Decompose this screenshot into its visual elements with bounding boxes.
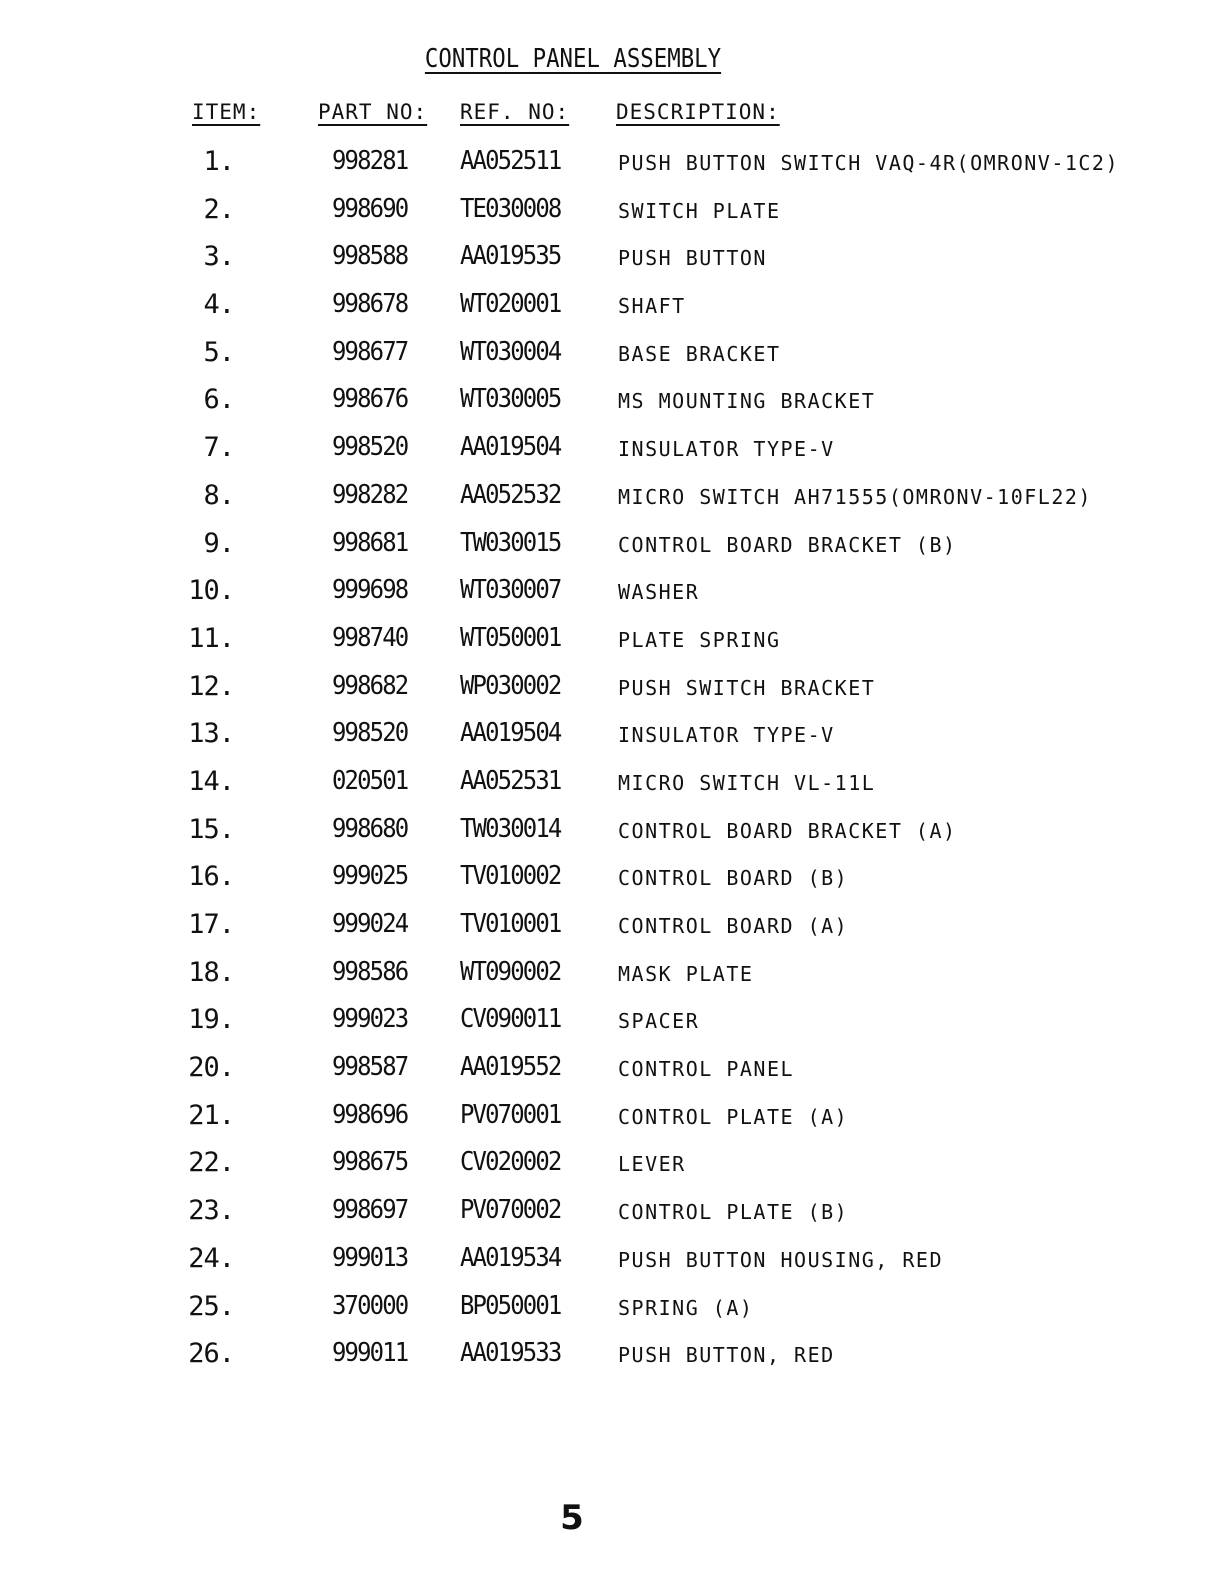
reference-number: BP050001: [460, 1290, 561, 1321]
table-row: [0, 281, 1224, 329]
item-number: 1.: [203, 146, 234, 177]
reference-number: TW030014: [460, 813, 561, 844]
reference-number: WT050001: [460, 622, 561, 653]
reference-number: TV010002: [460, 861, 561, 892]
table-row: [0, 949, 1224, 997]
part-description: PUSH SWITCH BRACKET: [618, 675, 876, 700]
part-number: 998681: [332, 527, 408, 558]
part-description: MICRO SWITCH VL-11L: [618, 770, 876, 795]
part-description: CONTROL PLATE (A): [618, 1104, 849, 1129]
part-number: 998697: [332, 1195, 408, 1226]
part-number: 999011: [332, 1338, 408, 1369]
part-number: 020501: [332, 765, 408, 796]
table-row: [0, 806, 1224, 854]
page-title: [80, 44, 1066, 74]
part-description: PUSH BUTTON SWITCH VAQ-4R(OMRONV-1C2): [618, 151, 1120, 175]
table-row: [0, 1235, 1224, 1283]
part-description: PLATE SPRING: [618, 627, 781, 652]
reference-number: TE030008: [460, 193, 561, 224]
table-row: [0, 663, 1224, 711]
part-number: 999025: [332, 861, 408, 892]
table-row: [0, 615, 1224, 663]
part-number: 998587: [332, 1052, 408, 1083]
reference-number: AA019533: [460, 1338, 561, 1369]
reference-number: WT030007: [460, 575, 561, 606]
table-row: [0, 520, 1224, 568]
part-number: 999698: [332, 575, 408, 606]
part-number: 998676: [332, 384, 408, 415]
reference-number: CV090011: [460, 1004, 561, 1035]
part-number: 998281: [332, 146, 408, 176]
item-number: 24.: [188, 1242, 234, 1274]
item-number: 2.: [203, 193, 234, 225]
reference-number: AA052511: [460, 146, 561, 176]
item-number: 4.: [203, 289, 234, 321]
table-row: [0, 186, 1224, 234]
table-row: [0, 233, 1224, 281]
table-row: [0, 329, 1224, 377]
column-header-description: DESCRIPTION:: [616, 100, 780, 124]
table-row: [0, 710, 1224, 758]
parts-list: [0, 138, 1224, 1378]
part-number: 998678: [332, 289, 408, 320]
reference-number: TV010001: [460, 909, 561, 939]
part-number: 998588: [332, 241, 408, 272]
reference-number: PV070002: [460, 1195, 561, 1226]
reference-number: AA052532: [460, 479, 561, 510]
item-number: 14.: [188, 765, 234, 797]
part-description: CONTROL BOARD (A): [618, 914, 849, 938]
part-number: 998690: [332, 193, 408, 224]
part-description: SPRING (A): [618, 1295, 754, 1320]
item-number: 19.: [188, 1004, 234, 1036]
reference-number: AA019552: [460, 1052, 561, 1083]
item-number: 11.: [188, 622, 234, 654]
item-number: 18.: [188, 956, 234, 988]
item-number: 21.: [188, 1099, 234, 1131]
part-number: 998520: [332, 718, 408, 749]
page-number: 5: [560, 1498, 584, 1538]
reference-number: AA019535: [460, 241, 561, 272]
column-header-part-no: PART NO:: [318, 100, 428, 124]
table-row: [0, 901, 1224, 949]
column-header-item: ITEM:: [192, 100, 261, 124]
table-row: [0, 996, 1224, 1044]
item-number: 15.: [188, 813, 234, 845]
part-description: INSULATOR TYPE-V: [618, 437, 835, 462]
part-description: LEVER: [618, 1152, 686, 1177]
part-description: PUSH BUTTON: [618, 246, 767, 271]
item-number: 10.: [188, 575, 234, 607]
table-row: [0, 138, 1224, 186]
reference-number: CV020002: [460, 1147, 561, 1178]
item-number: 25.: [188, 1290, 234, 1322]
page-title-text: CONTROL PANEL ASSEMBLY: [424, 44, 722, 74]
part-description: INSULATOR TYPE-V: [618, 723, 835, 748]
reference-number: WP030002: [460, 670, 561, 701]
part-description: CONTROL BOARD BRACKET (A): [618, 818, 957, 843]
part-description: SHAFT: [618, 294, 686, 319]
table-row: [0, 567, 1224, 615]
table-row: [0, 1139, 1224, 1187]
part-description: MS MOUNTING BRACKET: [618, 389, 876, 414]
item-number: 23.: [188, 1195, 234, 1227]
part-description: CONTROL BOARD (B): [618, 866, 849, 891]
column-header-ref-no: REF. NO:: [460, 100, 570, 124]
part-description: BASE BRACKET: [618, 341, 781, 366]
part-description: MASK PLATE: [618, 961, 754, 986]
part-description: CONTROL PANEL: [618, 1057, 795, 1082]
part-number: 998680: [332, 813, 408, 844]
part-description: WASHER: [618, 580, 700, 605]
item-number: 16.: [188, 861, 234, 893]
part-description: SWITCH PLATE: [618, 198, 781, 223]
item-number: 5.: [203, 336, 234, 368]
part-description: CONTROL PLATE (B): [618, 1200, 849, 1225]
part-description: SPACER: [618, 1009, 700, 1034]
table-row: [0, 472, 1224, 520]
table-row: [0, 1330, 1224, 1378]
table-row: [0, 853, 1224, 901]
part-description: MICRO SWITCH AH71555(OMRONV-10FL22): [618, 484, 1092, 509]
reference-number: AA052531: [460, 765, 561, 796]
item-number: 3.: [203, 241, 234, 273]
part-number: 370000: [332, 1290, 408, 1321]
part-number: 998740: [332, 622, 408, 653]
part-description: PUSH BUTTON, RED: [618, 1343, 835, 1368]
item-number: 8.: [203, 479, 234, 511]
table-row: [0, 376, 1224, 424]
item-number: 12.: [188, 670, 234, 702]
part-number: 998696: [332, 1099, 408, 1130]
item-number: 20.: [188, 1052, 234, 1084]
item-number: 22.: [188, 1147, 234, 1179]
part-number: 998520: [332, 432, 408, 463]
item-number: 7.: [203, 432, 234, 464]
part-description: CONTROL BOARD BRACKET (B): [618, 532, 957, 557]
reference-number: PV070001: [460, 1099, 561, 1130]
part-number: 998586: [332, 956, 408, 987]
part-number: 999023: [332, 1004, 408, 1035]
part-number: 998677: [332, 336, 408, 367]
item-number: 26.: [188, 1338, 234, 1370]
table-row: [0, 1187, 1224, 1235]
reference-number: WT090002: [460, 956, 561, 987]
reference-number: WT030005: [460, 384, 561, 415]
item-number: 6.: [203, 384, 234, 416]
table-row: [0, 1092, 1224, 1140]
table-row: [0, 1283, 1224, 1331]
reference-number: WT030004: [460, 336, 561, 367]
table-row: [0, 1044, 1224, 1092]
reference-number: TW030015: [460, 527, 561, 558]
reference-number: WT020001: [460, 289, 561, 320]
table-row: [0, 758, 1224, 806]
part-number: 998282: [332, 479, 408, 510]
item-number: 9.: [203, 527, 234, 559]
item-number: 17.: [188, 909, 234, 940]
part-number: 998682: [332, 670, 408, 701]
item-number: 13.: [188, 718, 234, 750]
reference-number: AA019504: [460, 718, 561, 749]
reference-number: AA019504: [460, 432, 561, 463]
part-number: 999013: [332, 1242, 408, 1273]
table-row: [0, 424, 1224, 472]
part-description: PUSH BUTTON HOUSING, RED: [618, 1247, 943, 1272]
column-header-row: [0, 100, 1224, 132]
part-number: 998675: [332, 1147, 408, 1178]
part-number: 999024: [332, 909, 408, 939]
reference-number: AA019534: [460, 1242, 561, 1273]
